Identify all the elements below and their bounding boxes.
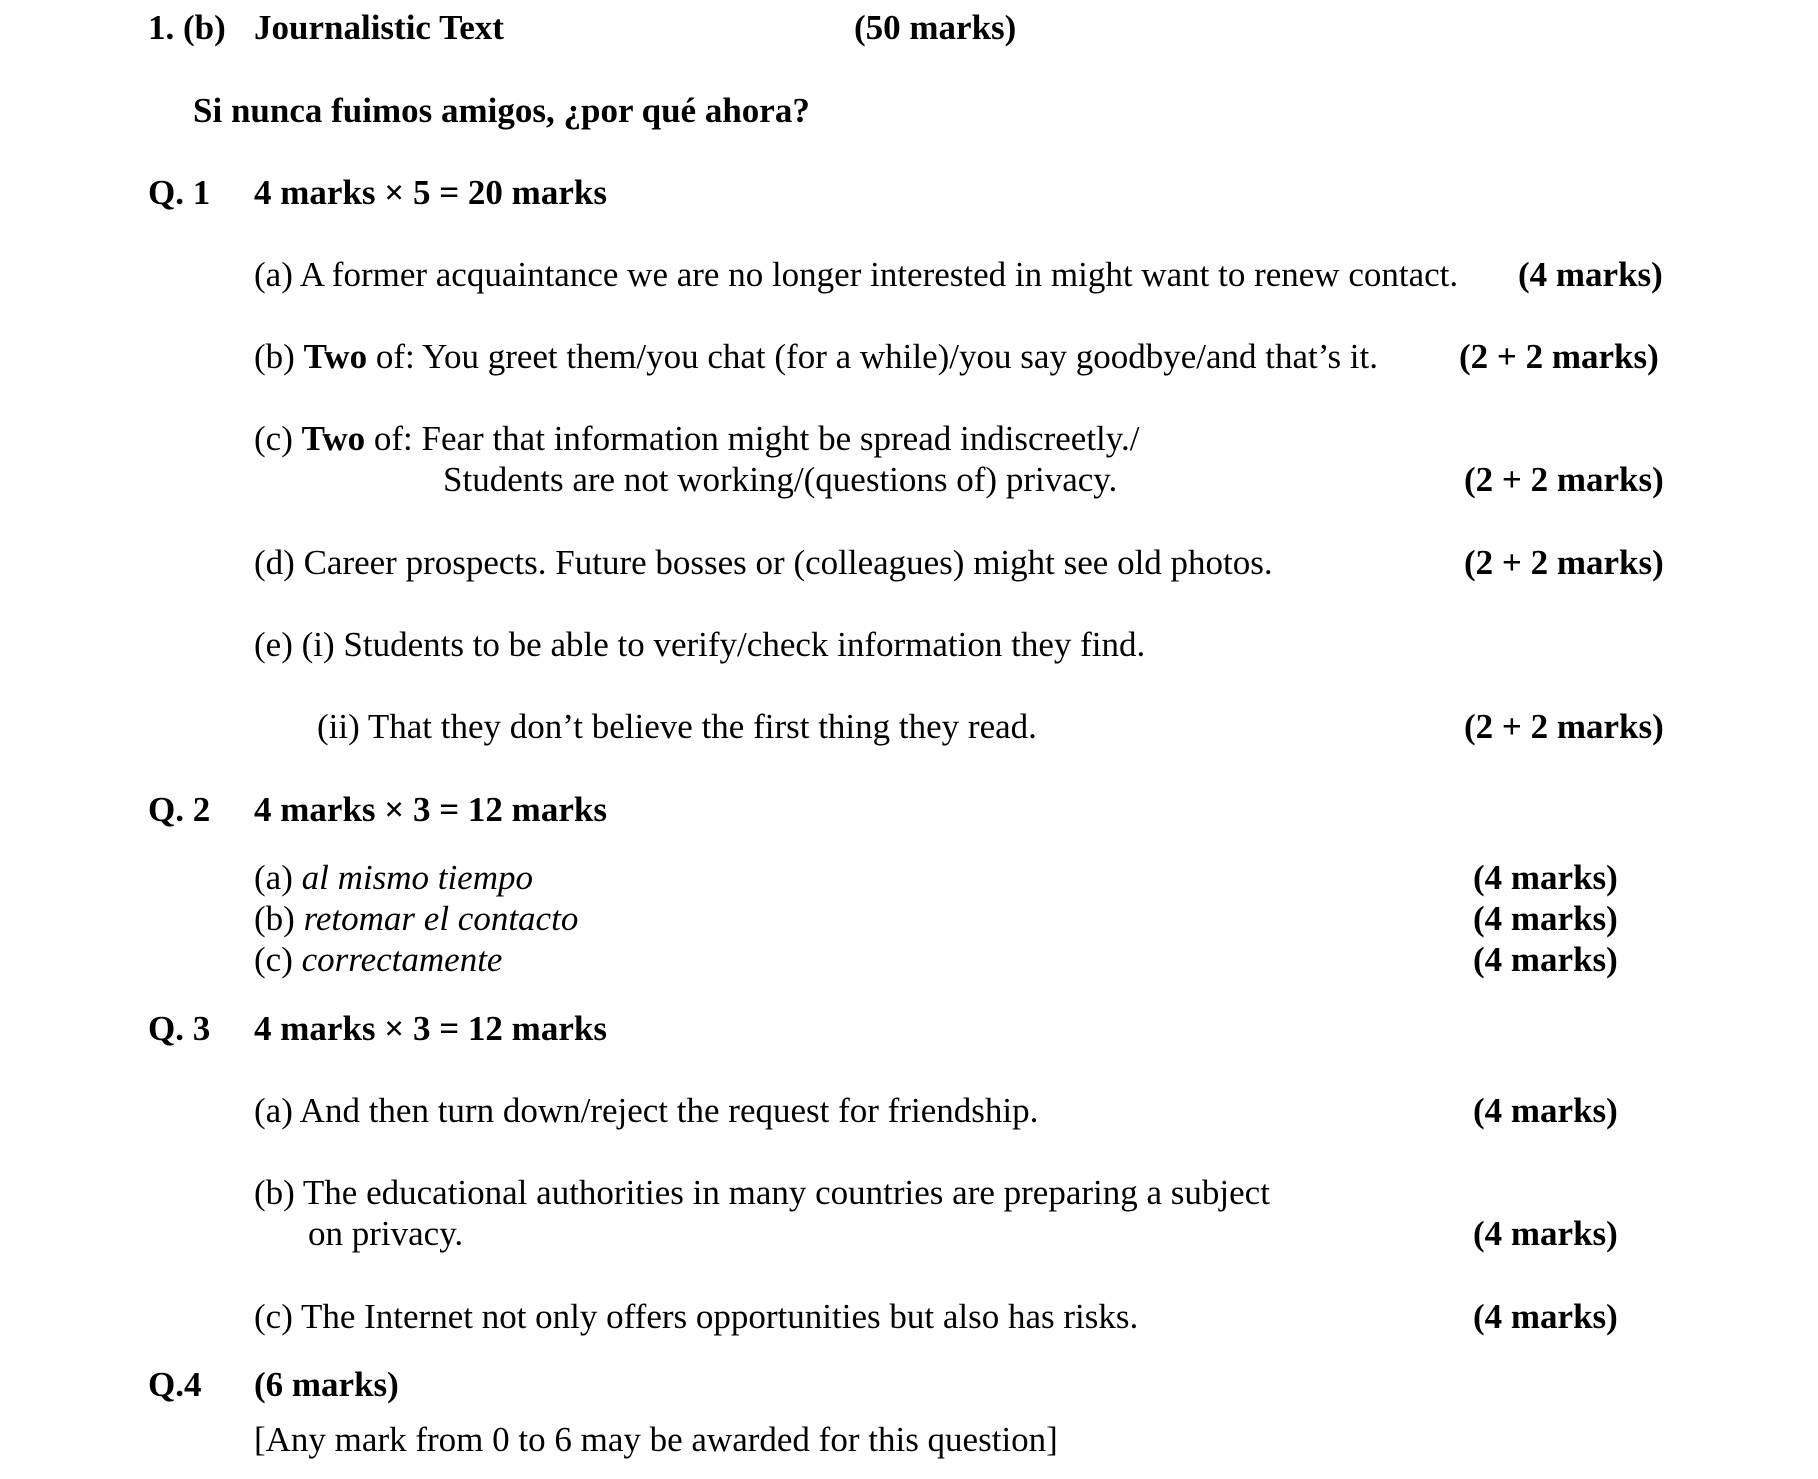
q3b-marks: (4 marks) — [1473, 1214, 1618, 1253]
q2a-prefix: (a) — [254, 858, 293, 897]
q3b-text-line2: on privacy. — [308, 1214, 464, 1253]
section-number: 1. (b) — [148, 8, 226, 47]
q1b-text: of: You greet them/you chat (for a while)/you say goodbye/and that’s it. — [375, 337, 1379, 376]
document-title: Journalistic Text — [254, 8, 504, 47]
q4-marks: (6 marks) — [254, 1365, 399, 1404]
q1e-ii-text: (ii) That they don’t believe the first thing they read. — [317, 707, 1037, 746]
article-title: Si nunca fuimos amigos, ¿por qué ahora? — [193, 91, 810, 130]
q3-scheme: 4 marks × 3 = 12 marks — [254, 1009, 607, 1048]
q1e-answer — [254, 627, 1145, 662]
q2c-text: correctamente — [301, 940, 503, 979]
q1c-emph: Two — [301, 419, 366, 458]
q1c-text-line2: Students are not working/(questions of) privacy. — [443, 460, 1118, 499]
q1d-text: Career prospects. Future bosses or (colleagues) might see old photos. — [303, 543, 1273, 582]
q1c-answer — [254, 421, 1139, 456]
q1d-prefix: (d) — [254, 543, 295, 582]
q1a-text: A former acquaintance we are no longer interested in might want to renew contact. — [299, 255, 1459, 294]
total-marks: (50 marks) — [854, 8, 1017, 47]
q2b-answer — [254, 901, 578, 936]
q1c-text-line1: of: Fear that information might be spread indiscreetly./ — [373, 419, 1140, 458]
q1a-answer — [254, 257, 1458, 292]
q4-label: Q.4 — [148, 1365, 202, 1404]
q2a-text: al mismo tiempo — [301, 858, 533, 897]
q1d-answer — [254, 545, 1273, 580]
q1e-prefix: (e) — [254, 625, 293, 664]
q2a-answer — [254, 860, 533, 895]
q2-label: Q. 2 — [148, 790, 211, 829]
q2c-answer — [254, 942, 502, 977]
q4-note: [Any mark from 0 to 6 may be awarded for this question] — [254, 1420, 1058, 1459]
q1b-answer — [254, 339, 1378, 374]
q2b-prefix: (b) — [254, 899, 295, 938]
q2c-prefix: (c) — [254, 940, 293, 979]
q1b-prefix: (b) — [254, 337, 295, 376]
q1b-marks: (2 + 2 marks) — [1459, 337, 1659, 376]
q1c-prefix: (c) — [254, 419, 293, 458]
q2c-marks: (4 marks) — [1473, 940, 1618, 979]
q3b-text-line1: (b) The educational authorities in many countries are preparing a subject — [254, 1173, 1270, 1212]
q2-scheme: 4 marks × 3 = 12 marks — [254, 790, 607, 829]
q2b-text: retomar el contacto — [303, 899, 579, 938]
q1a-marks: (4 marks) — [1518, 255, 1663, 294]
q3c-text: (c) The Internet not only offers opportunities but also has risks. — [254, 1297, 1139, 1336]
q1b-emph: Two — [303, 337, 368, 376]
q1a-prefix: (a) — [254, 255, 293, 294]
q3a-text: (a) And then turn down/reject the request for friendship. — [254, 1091, 1039, 1130]
q3a-marks: (4 marks) — [1473, 1091, 1618, 1130]
q2a-marks: (4 marks) — [1473, 858, 1618, 897]
q1-scheme: 4 marks × 5 = 20 marks — [254, 173, 607, 212]
q1-label: Q. 1 — [148, 173, 211, 212]
q2b-marks: (4 marks) — [1473, 899, 1618, 938]
q1d-marks: (2 + 2 marks) — [1464, 543, 1664, 582]
q3-label: Q. 3 — [148, 1009, 211, 1048]
q1e-i-text: (i) Students to be able to verify/check information they find. — [301, 625, 1146, 664]
q3c-marks: (4 marks) — [1473, 1297, 1618, 1336]
q1e-marks: (2 + 2 marks) — [1464, 707, 1664, 746]
q1c-marks: (2 + 2 marks) — [1464, 460, 1664, 499]
